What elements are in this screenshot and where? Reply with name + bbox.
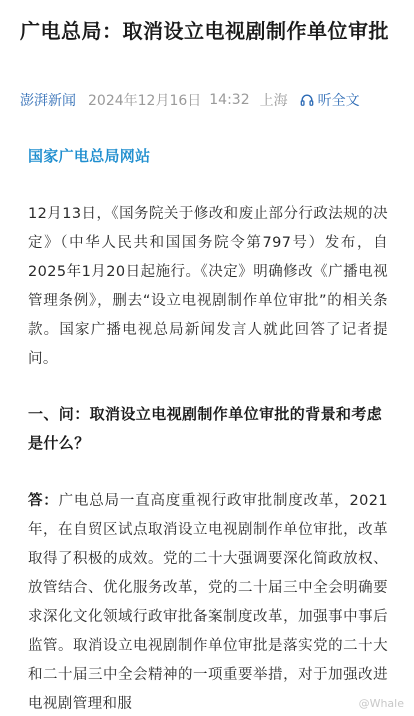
question-heading: 一、问：取消设立电视剧制作单位审批的背景和考虑是什么？ [28, 405, 383, 452]
article-title: 广电总局：取消设立电视剧制作单位审批 [20, 19, 389, 43]
source-link[interactable]: 澎湃新闻 [20, 93, 76, 109]
source-heading: 国家广电总局网站 [28, 147, 151, 165]
watermark: @Whale [358, 697, 404, 710]
location: 上海 [259, 93, 288, 109]
headphones-icon [300, 93, 314, 107]
answer-lead: 答： [28, 493, 59, 509]
intro-paragraph: 12月13日，《国务院关于修改和废止部分行政法规的决定》（中华人民共和国国务院令第797号）发布，自2025年1月20日起施行。《决定》明确修改《广播电视管理条例》，删去“设立电视剧制作单位审批”的相关条款。国家广播电视总局新闻发言人就此回答了记者提问。 [28, 206, 388, 367]
article-meta [20, 90, 400, 110]
publish-date: 2024年12月16日 [88, 93, 202, 109]
listen-label: 听全文 [317, 93, 360, 109]
answer-text: 广电总局一直高度重视行政审批制度改革，2021年，在自贸区试点取消设立电视剧制作单位审批，改革取得了积极的成效。党的二十大强调要深化简政放权、放管结合、优化服务改革，党的二十届三中全会明确要求深化文化领域行政审批备案制度改革，加强事中事后监管。取消设立电视剧制作单位审批是落实党的二十大和二十届三中全会精神的一项重要举措，对于加强改进电视剧管理和服 [28, 493, 388, 712]
publish-time: 14:32 [209, 92, 250, 108]
answer-paragraph [28, 487, 388, 716]
listen-button[interactable] [300, 90, 360, 110]
